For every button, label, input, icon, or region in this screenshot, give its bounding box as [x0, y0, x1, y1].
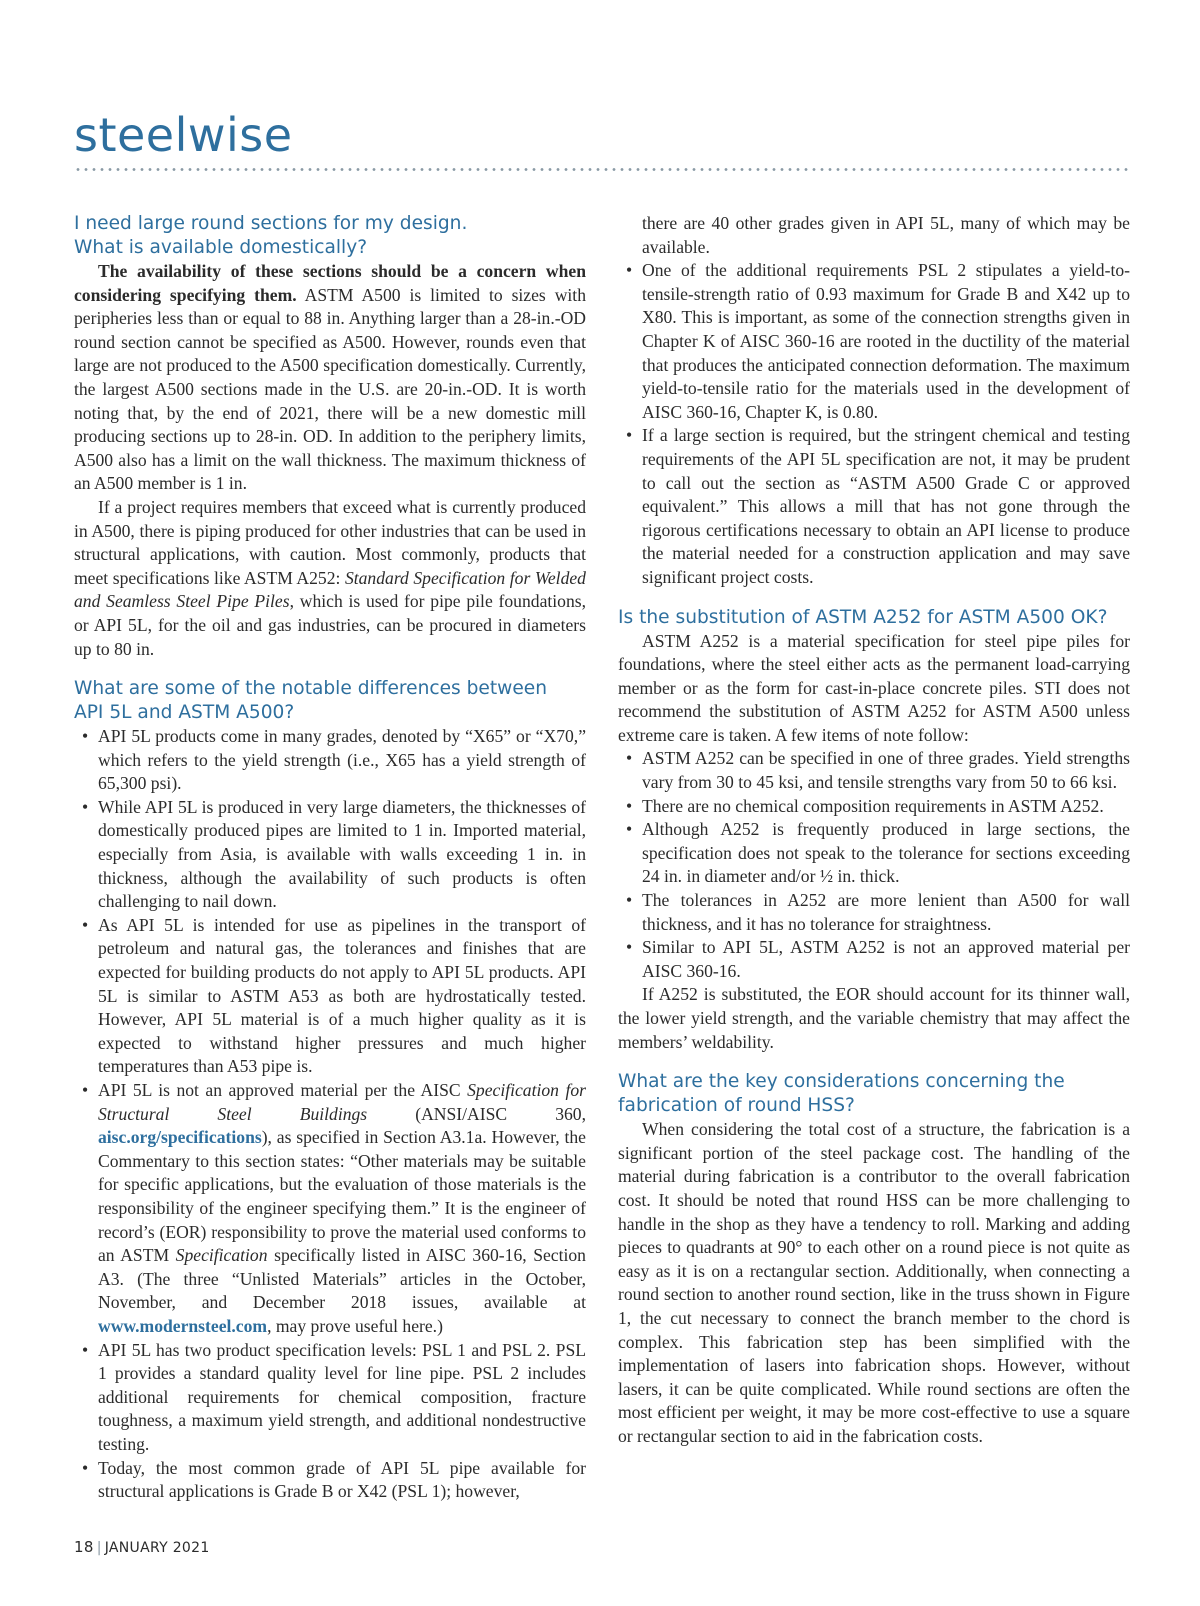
list-item: • As API 5L is intended for use as pipelines in the transport of petroleum and natural gas, the tolerances and finishes that are expected for building products do not apply to API 5L products. API 5L is similar to ASTM A53 as both are hydrostatically tested. However, API 5L material is of a much higher quality as it is expected to withstand higher pressures and much higher temperatures than A53 pipe is.: [74, 914, 586, 1079]
paragraph: ASTM A252 is a material specification for steel pipe piles for foundations, where the steel either acts as the permanent load-carrying member or as the form for cast-in-place concrete piles. STI does not recommend the substitution of ASTM A252 for ASTM A500 unless extreme care is taken. A few items of note follow:: [618, 630, 1130, 745]
list-item-continued: there are 40 other grades given in API 5L, many of which may be available.: [642, 213, 1130, 257]
list-item: • Although A252 is frequently produced in large sections, the specification does not speak to the tolerance for sections exceeding 24 in. in diameter and/or ½ in. thick.: [618, 818, 1130, 889]
left-column: [74, 212, 586, 1504]
list-item: • API 5L has two product specification levels: PSL 1 and PSL 2. PSL 1 provides a standard quality level for line pipe. PSL 2 includes additional requirements for chemical composition, fracture toughness, a maximum yield strength, and additional nondestructive testing.: [74, 1339, 586, 1457]
list-item: • ASTM A252 can be specified in one of three grades. Yield strengths vary from 30 to 45 ksi, and tensile strengths vary from 50 to 66 ksi.: [618, 747, 1130, 794]
paragraph: The availability of these sections should be a concern when considering specifying them. ASTM A500 is limited to sizes with peripheries less than or equal to 88 in. Anything larger than a 28-in.-OD round section cannot be specified as A500. However, rounds even that large are not produced to the A500 specification domestically. Currently, the largest A500 sections made in the U.S. are 20-in.-OD. It is worth noting that, by the end of 2021, there will be a new domestic mill producing sections up to 28-in. OD. In addition to the periphery limits, A500 also has a limit on the wall thickness. The maximum thickness of an A500 member is 1 in.: [74, 261, 586, 494]
list-item: • API 5L products come in many grades, denoted by “X65” or “X70,” which refers to the yield strength (i.e., X65 has a yield strength of 65,300 psi).: [74, 725, 586, 796]
dotted-divider: [74, 167, 1130, 172]
issue-date: JANUARY 2021: [104, 1540, 210, 1556]
list-item: • There are no chemical composition requirements in ASTM A252.: [618, 795, 1130, 819]
page-number: 18: [74, 1538, 94, 1556]
bullet-list: [74, 725, 586, 1504]
paragraph: If a project requires members that exceed what is currently produced in A500, there is piping produced for other industries that can be used in structural applications, with caution. Most commonly, products that meet specifications like ASTM A252: Standard Specification for Welded and Seamless Steel Pipe Piles, which is used for pipe pile foundations, or API 5L, for the oil and gas industries, can be procured in diameters up to 80 in.: [74, 496, 586, 659]
link-aisc-specifications[interactable]: aisc.org/specifications: [98, 1127, 262, 1148]
heading-differences: What are some of the notable differences between API 5L and ASTM A500?: [74, 678, 548, 724]
section-title: steelwise: [74, 108, 293, 162]
bullet-list: [618, 747, 1130, 983]
list-item: • While API 5L is produced in very large diameters, the thicknesses of domestically produced pipes are limited to 1 in. Imported material, especially from Asia, is available with walls exceeding 1 in. in thickness, although the availability of such products is often challenging to nail down.: [74, 796, 586, 914]
paragraph: If A252 is substituted, the EOR should account for its thinner wall, the lower yield strength, and the variable chemistry that may affect the members’ weldability.: [618, 984, 1130, 1052]
heading-availability: I need large round sections for my design. What is available domestically?: [74, 213, 468, 258]
heading-substitution: Is the substitution of ASTM A252 for ASTM A500 OK?: [618, 606, 1108, 628]
list-item: • Similar to API 5L, ASTM A252 is not an approved material per AISC 360-16.: [618, 936, 1130, 983]
bullet-list: [618, 212, 1130, 590]
paragraph: When considering the total cost of a structure, the fabrication is a significant portion of the steel package cost. The handling of the material during fabrication is a contributor to the overall fabrication cost. It should be noted that round HSS can be more challenging to handle in the shop as they have a tendency to roll. Marking and adding pieces to quadrants at 90° to each other on a round piece is not quite as easy as it is on a rectangular section. Additionally, when connecting a round section to another round section, like in the truss shown in Figure 1, the cut necessary to connect the branch member to the chord is complex. This fabrication step has been simplified with the implementation of lasers into fabrication shops. However, without lasers, it can be quite complicated. While round sections are often the most efficient per weight, it may be more cost-effective to use a square or rectangular section to aid in the fabrication costs.: [618, 1119, 1130, 1446]
footer-separator: |: [96, 1540, 102, 1556]
list-item: • API 5L is not an approved material per the AISC Specification for Structural Steel Buildings (ANSI/AISC 360, aisc.org/specifications), as specified in Section A3.1a. However, the Commentary to this section states: “Other materials may be suitable for specific applications, but the evaluation of those materials is the responsibility of the engineer specifying them.” It is the engineer of record’s (EOR) responsibility to prove the material used conforms to an ASTM Specification specifically listed in AISC 360-16, Section A3. (The three “Unlisted Materials” articles in the October, November, and December 2018 issues, available at www.modernsteel.com, may prove useful here.): [74, 1079, 586, 1339]
list-item: • If a large section is required, but the stringent chemical and testing requirements of the API 5L specification are not, it may be prudent to call out the section as “ASTM A500 Grade C or approved equivalent.” This allows a mill that has not gone through the rigorous certifications necessary to obtain an API license to produce the material needed for a construction application and may save significant project costs.: [618, 424, 1130, 589]
list-item: • Today, the most common grade of API 5L pipe available for structural applications is Grade B or X42 (PSL 1); however,: [74, 1457, 586, 1504]
list-item: • One of the additional requirements PSL 2 stipulates a yield-to-tensile-strength ratio of 0.93 maximum for Grade B and X42 up to X80. This is important, as some of the connection strengths given in Chapter K of AISC 360-16 are rooted in the ductility of the material that produces the anticipated connection deformation. The maximum yield-to-tensile ratio for the materials used in the development of AISC 360-16, Chapter K, is 0.80.: [618, 259, 1130, 424]
link-modernsteel[interactable]: www.modernsteel.com: [98, 1315, 268, 1336]
right-column: [618, 212, 1130, 1449]
heading-fabrication: What are the key considerations concerning the fabrication of round HSS?: [618, 1071, 1065, 1117]
page-footer: [74, 1538, 210, 1556]
list-item: • The tolerances in A252 are more lenient than A500 for wall thickness, and it has no tolerance for straightness.: [618, 889, 1130, 936]
